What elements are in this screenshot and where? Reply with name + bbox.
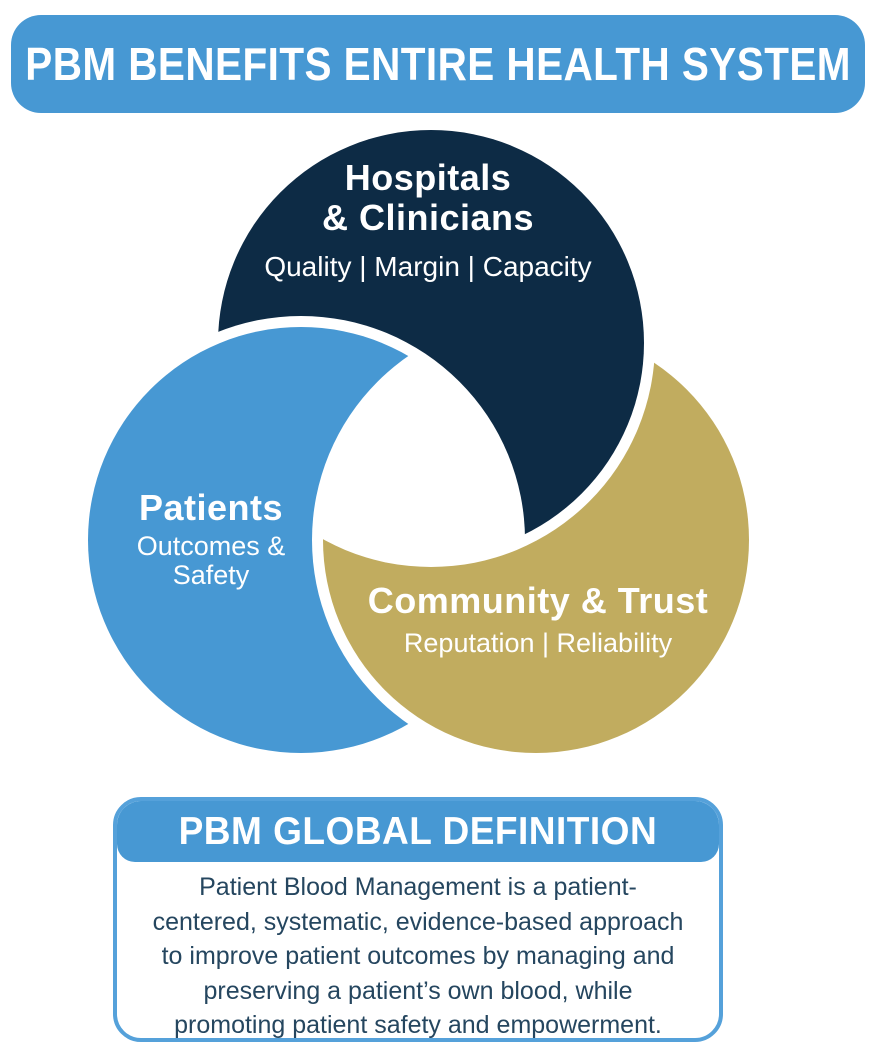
- definition-body-line: to improve patient outcomes by managing and: [161, 942, 675, 970]
- definition-body-line: centered, systematic, evidence-based approach: [152, 907, 684, 936]
- patients-label-block: [137, 488, 286, 590]
- definition-body-line: preserving a patient’s own blood, while: [203, 976, 633, 1005]
- community-title: Community & Trust: [367, 580, 709, 621]
- patients-subtitle-line1: Outcomes &: [136, 531, 286, 561]
- hospitals-label-block: [264, 158, 591, 282]
- definition-body-line: Patient Blood Management is a patient-: [199, 873, 637, 901]
- definition-card-header: [117, 801, 719, 862]
- patients-subtitle-line2: Safety: [172, 560, 250, 590]
- patients-title: Patients: [138, 487, 284, 528]
- definition-card-title: PBM GLOBAL DEFINITION: [178, 809, 658, 853]
- definition-card: [113, 797, 723, 1042]
- community-label-block: [368, 581, 709, 658]
- banner-title: PBM BENEFITS ENTIRE HEALTH SYSTEM: [25, 38, 851, 90]
- hospitals-subtitle: Quality | Margin | Capacity: [264, 251, 592, 282]
- hospitals-title-line1: Hospitals: [344, 157, 512, 198]
- community-segment-shape: [323, 327, 749, 753]
- definition-body-line: promoting patient safety and empowerment.: [174, 1011, 662, 1039]
- definition-card-body: [117, 862, 719, 1042]
- hospitals-title-line2: & Clinicians: [321, 197, 535, 238]
- community-subtitle: Reputation | Reliability: [403, 628, 673, 658]
